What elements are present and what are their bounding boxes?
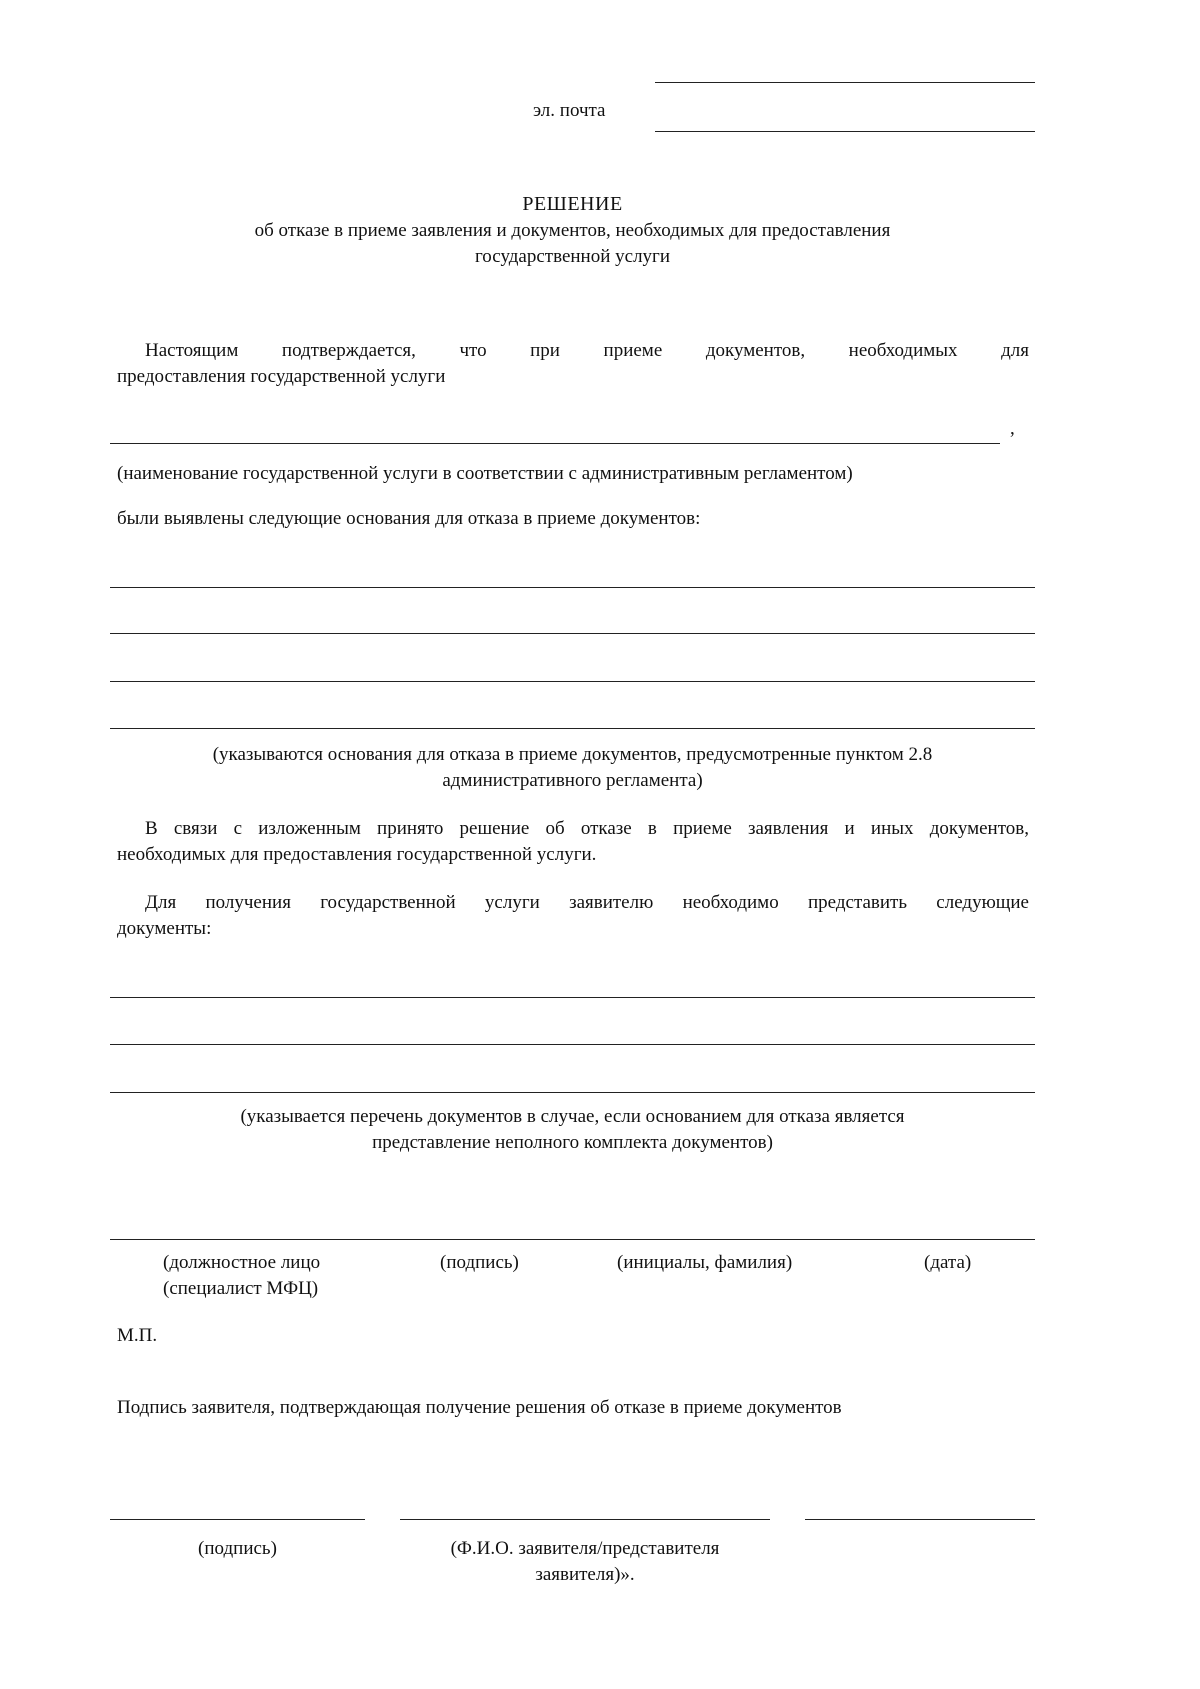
grounds-blank-line-3	[110, 681, 1035, 682]
applicant-signature-blank-line	[110, 1519, 365, 1520]
grounds-blank-line-4	[110, 728, 1035, 729]
applicant-confirmation-text: Подпись заявителя, подтверждающая получение решения об отказе в приеме документов	[117, 1397, 842, 1418]
grounds-blank-line-1	[110, 587, 1035, 588]
grounds-caption-line-1: (указываются основания для отказа в приеме документов, предусмотренные пунктом 2.8	[212, 744, 933, 765]
docs-caption-line-1: (указывается перечень документов в случае, если основанием для отказа является	[240, 1106, 905, 1127]
official-initials-caption: (инициалы, фамилия)	[617, 1252, 793, 1273]
docs-text-line-2: документы:	[117, 918, 212, 939]
official-signature-blank-line	[110, 1239, 1035, 1240]
document-subtitle-line-1: об отказе в приеме заявления и документов, необходимых для предоставления	[254, 220, 891, 241]
applicant-name-blank-line	[400, 1519, 770, 1520]
document-subtitle-line-2: государственной услуги	[474, 246, 671, 267]
grounds-blank-line-2	[110, 633, 1035, 634]
docs-blank-line-1	[110, 997, 1035, 998]
service-caption: (наименование государственной услуги в соответствии с административным регламентом)	[117, 463, 853, 484]
docs-caption-line-2: представление неполного комплекта документов)	[372, 1132, 773, 1153]
applicant-name-caption-line-2: заявителя)».	[535, 1564, 635, 1585]
service-name-blank-line	[110, 443, 1000, 444]
decision-text-line-1: В связи с изложенным принято решение об отказе в приеме заявления и иных документов,	[145, 818, 1029, 839]
official-date-caption: (дата)	[924, 1252, 972, 1273]
service-comma: ,	[1010, 418, 1015, 439]
official-caption-line-2: (специалист МФЦ)	[163, 1278, 319, 1299]
docs-text-line-1: Для получения государственной услуги заявителю необходимо представить следующие	[145, 892, 1029, 913]
applicant-name-caption-line-1: (Ф.И.О. заявителя/представителя	[450, 1538, 720, 1559]
official-caption-line-1: (должностное лицо	[163, 1252, 321, 1273]
docs-blank-line-3	[110, 1092, 1035, 1093]
applicant-extra-blank-line	[805, 1519, 1035, 1520]
applicant-signature-caption: (подпись)	[198, 1538, 277, 1559]
stamp-label: М.П.	[117, 1325, 158, 1346]
grounds-intro: были выявлены следующие основания для отказа в приеме документов:	[117, 508, 701, 529]
document-title: РЕШЕНИЕ	[522, 193, 623, 215]
intro-text-line-1: Настоящим подтверждается, что при приеме документов, необходимых для	[145, 340, 1029, 361]
intro-text-line-2: предоставления государственной услуги	[117, 366, 446, 387]
decision-text-line-2: необходимых для предоставления государственной услуги.	[117, 844, 597, 865]
official-signature-caption: (подпись)	[440, 1252, 519, 1273]
email-blank-line	[655, 131, 1035, 132]
email-label: эл. почта	[533, 100, 606, 121]
header-blank-line-1	[655, 82, 1035, 83]
grounds-caption-line-2: административного регламента)	[442, 770, 703, 791]
docs-blank-line-2	[110, 1044, 1035, 1045]
